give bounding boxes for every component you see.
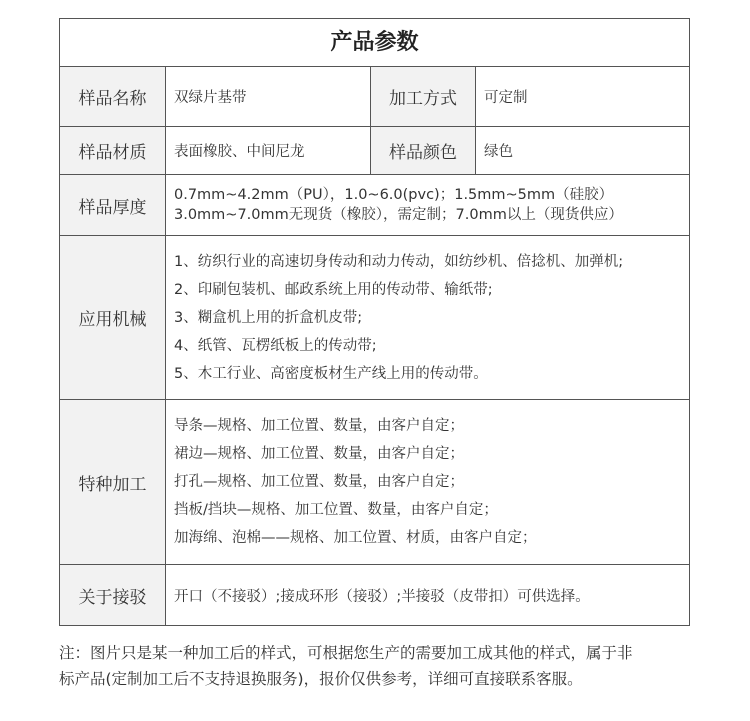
value-sample-thickness bbox=[166, 175, 689, 235]
row-material-color bbox=[60, 127, 689, 175]
thickness-line: 0.7mm~4.2mm（PU），1.0~6.0(pvc)；1.5mm~5mm（硅胶） bbox=[174, 187, 614, 203]
value-processing-method: 可定制 bbox=[484, 90, 528, 106]
footnote bbox=[59, 640, 699, 692]
label-application-machinery: 应用机械 bbox=[60, 236, 166, 399]
label-sample-name: 样品名称 bbox=[60, 67, 166, 126]
label-sample-material: 样品材质 bbox=[60, 127, 166, 174]
value-sample-name: 双绿片基带 bbox=[166, 67, 371, 126]
application-line: 3、糊盒机上用的折盒机皮带; bbox=[174, 309, 363, 326]
table-title: 产品参数 bbox=[60, 19, 689, 67]
row-special-processing bbox=[60, 400, 689, 565]
label-sample-thickness: 样品厚度 bbox=[60, 175, 166, 235]
product-parameters-table bbox=[59, 18, 690, 626]
processing-line: 加海绵、泡棉——规格、加工位置、材质，由客户自定； bbox=[174, 530, 537, 546]
application-line: 2、印刷包装机、邮政系统上用的传动带、输纸带; bbox=[174, 281, 493, 298]
value-sample-color: 绿色 bbox=[484, 144, 513, 160]
processing-line: 挡板/挡块—规格、加工位置、数量，由客户自定； bbox=[174, 502, 498, 518]
thickness-line: 3.0mm~7.0mm无现货（橡胶），需定制；7.0mm以上（现货供应） bbox=[174, 207, 623, 223]
row-joint bbox=[60, 565, 689, 625]
processing-line: 裙边—规格、加工位置、数量，由客户自定； bbox=[174, 446, 464, 462]
label-special-processing: 特种加工 bbox=[60, 400, 166, 564]
label-joint: 关于接驳 bbox=[60, 565, 166, 625]
processing-line: 导条—规格、加工位置、数量，由客户自定； bbox=[174, 418, 464, 434]
label-sample-color: 样品颜色 bbox=[371, 127, 476, 174]
footnote-line: 标产品(定制加工后不支持退换服务)，报价仅供参考，详细可直接联系客服。 bbox=[59, 670, 583, 688]
processing-line: 打孔—规格、加工位置、数量，由客户自定； bbox=[174, 474, 464, 490]
application-line: 1、纺织行业的高速切身传动和动力传动，如纺纱机、倍捻机、加弹机; bbox=[174, 253, 624, 270]
value-joint: 开口（不接驳）;接成环形（接驳）;半接驳（皮带扣）可供选择。 bbox=[174, 588, 590, 605]
value-special-processing bbox=[166, 400, 689, 564]
row-name-method bbox=[60, 67, 689, 127]
row-thickness bbox=[60, 175, 689, 236]
application-line: 5、木工行业、高密度板材生产线上用的传动带。 bbox=[174, 365, 488, 382]
application-line: 4、纸管、瓦楞纸板上的传动带; bbox=[174, 337, 377, 354]
footnote-line: 注：图片只是某一种加工后的样式，可根据您生产的需要加工成其他的样式，属于非 bbox=[59, 644, 633, 662]
value-sample-material: 表面橡胶、中间尼龙 bbox=[166, 127, 371, 174]
value-application-machinery bbox=[166, 236, 689, 399]
row-application bbox=[60, 236, 689, 400]
label-processing-method: 加工方式 bbox=[371, 67, 476, 126]
